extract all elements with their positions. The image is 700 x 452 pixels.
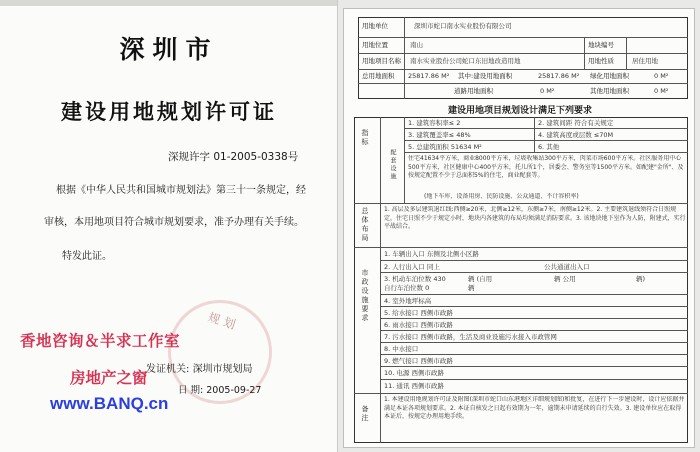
section-facilities: 配套设施 [389,149,396,181]
parking-close: 辆) [636,275,646,283]
bicycle-parking: 自行车泊位数 0 [384,284,430,292]
location-value: 南山 [410,41,423,49]
remarks-text: 1. 本建设用地规划许可证及附图(深圳市蛇口山东港地区详细规划图)和批复，在进行下一步建设时，设计应依据并满足本证各项规划要求。2. 本证自核发之日起有效期为一年，逾期未申请延续的自行失效。3. 建设单位应在取得本证后，按规定办理用地手续。 [384,396,685,420]
section-remarks: 备注 [361,405,369,423]
water-supply: 5. 给水接口 西侧市政路 [384,309,453,317]
seal-text: 规 划 [206,310,238,332]
total-area-value: 25817.86 M² [408,72,450,80]
req-far: 1. 建筑容积率≤ 2 [408,119,461,127]
certificate-number: 深规许字 01-2005-0338号 [168,151,299,163]
land-nature-value: 居住用地 [632,57,658,65]
req-total-floor-area: 5. 总建筑面积 51634 M² [408,143,482,151]
section-indicators: 指标 [361,129,369,147]
vehicle-entrance: 1. 车辆出入口 东侧及北侧小区路 [384,250,479,258]
land-nature-label: 用地性质 [588,57,614,65]
build-area-label: 其中:建设用地面积 [458,72,513,80]
location-label: 用地位置 [362,41,388,49]
parking-count: 3. 机动车泊位数 430 [384,275,446,283]
section-municipal: 市政设施要求 [361,269,369,323]
green-area-label: 绿化用地面积 [590,72,629,80]
power: 10. 电源 西侧市政路 [384,369,444,377]
reclaimed-water: 8. 中水接口 [384,345,419,353]
total-area-label: 总用地面积 [362,72,395,80]
certificate-title: 建设用地规划许可证 [61,100,277,124]
sewage: 7. 污水接口 西侧市政路，生活及商业设施污水接入市政管网 [384,333,557,341]
req-spacing: 2. 建筑间距 符合有关规定 [538,119,614,127]
section-layout: 总体布局 [361,207,369,243]
certificate-page [0,0,338,452]
project-value: 南水实业股份公司蛇口东旧地改造用地 [410,57,521,65]
rainwater: 6. 雨水接口 西侧市政路 [384,321,453,329]
road-area-value: 0 M² [540,87,555,95]
parking-private: 辆 (自用 [468,275,493,283]
land-use-form-page [343,8,695,448]
road-area-label: 道路用地面积 [454,87,493,95]
watermark-line-1: 香地咨询＆半求工作室 [20,332,181,350]
other-area-value: 0 M² [654,87,669,95]
req-other: 6. 其他 [538,143,560,151]
requirements-title: 建设用地项目规划设计满足下列要求 [447,106,592,116]
date-row [178,382,261,396]
gas: 9. 燃气接口 西侧市政路 [384,357,453,365]
city-title: 深圳市 [119,35,219,64]
unit-label: 用地单位 [362,22,388,30]
bicycle-unit: 辆 [468,284,475,292]
req-coverage: 3. 建筑覆盖率≤ 48% [408,131,471,139]
watermark-line-2: 房地产之窗 [70,369,148,387]
parking-public: 辆 公用 [554,275,576,283]
req-basement-note: (地下车库、设备用房、民防设施、公众通道、不计容积率) [424,193,579,200]
public-passage: 公共通道出入口 [544,263,590,271]
issuance-text: 特发此证。 [62,251,112,262]
legal-basis-text: 根据《中华人民共和国城市规划法》第三十一条规定，经 [56,185,306,196]
issue-date: 2005-09-27 [206,385,262,396]
req-layout-text: 1. 高层及多层建筑退红线:西侧≥20米，北侧≥12米，东侧≥7米，南侧≥12米。2. 主要建筑退线须符合日照规定，住宅日照不少于规定小时，地块内各建筑的布局均须满足消防要求。3. 该地块地下室作为人防，附建式，实行平战结合。 [384,206,686,230]
unit-value: 深圳市蛇口南水实业股份有限公司 [414,22,512,30]
page-edge [0,0,338,6]
pedestrian-entrance: 2. 人行出入口 同上 [384,263,440,271]
other-area-label: 其他用地面积 [590,87,629,95]
lot-number-label: 地块编号 [588,41,614,49]
date-label: 日 期: [178,385,204,396]
ground-elevation: 4. 室外地坪标高 [384,297,432,305]
issuer-row [146,360,253,375]
build-area-value: 25817.86 M² [538,72,580,80]
project-label: 用地项目名称 [362,57,401,65]
issuer-name: 深圳市规划局 [192,364,253,375]
req-facilities-text: 住宅41634平方米，商业8000平方米，垃圾收集站300平方米，肉菜市场600平方米。社区服务用中心500平方米，社区健康中心400平方米，托儿所1个，居委会、警务室等1500平方米。如配建"金所"、及按规定配置不少于总面积5%的住宅，商业配套等。 [408,155,684,179]
approval-text: 审核，本用地项目符合城市规划要求，准予办理有关手续。 [44,217,304,228]
telecom: 11. 通讯 西侧市政路 [384,382,444,390]
watermark-url: www.BANQ.cn [50,394,169,413]
req-height: 4. 建筑高度或层数 ≤70M [538,131,614,139]
green-area-value: 0 M² [654,72,669,80]
issuer-label: 发证机关: [146,364,190,375]
